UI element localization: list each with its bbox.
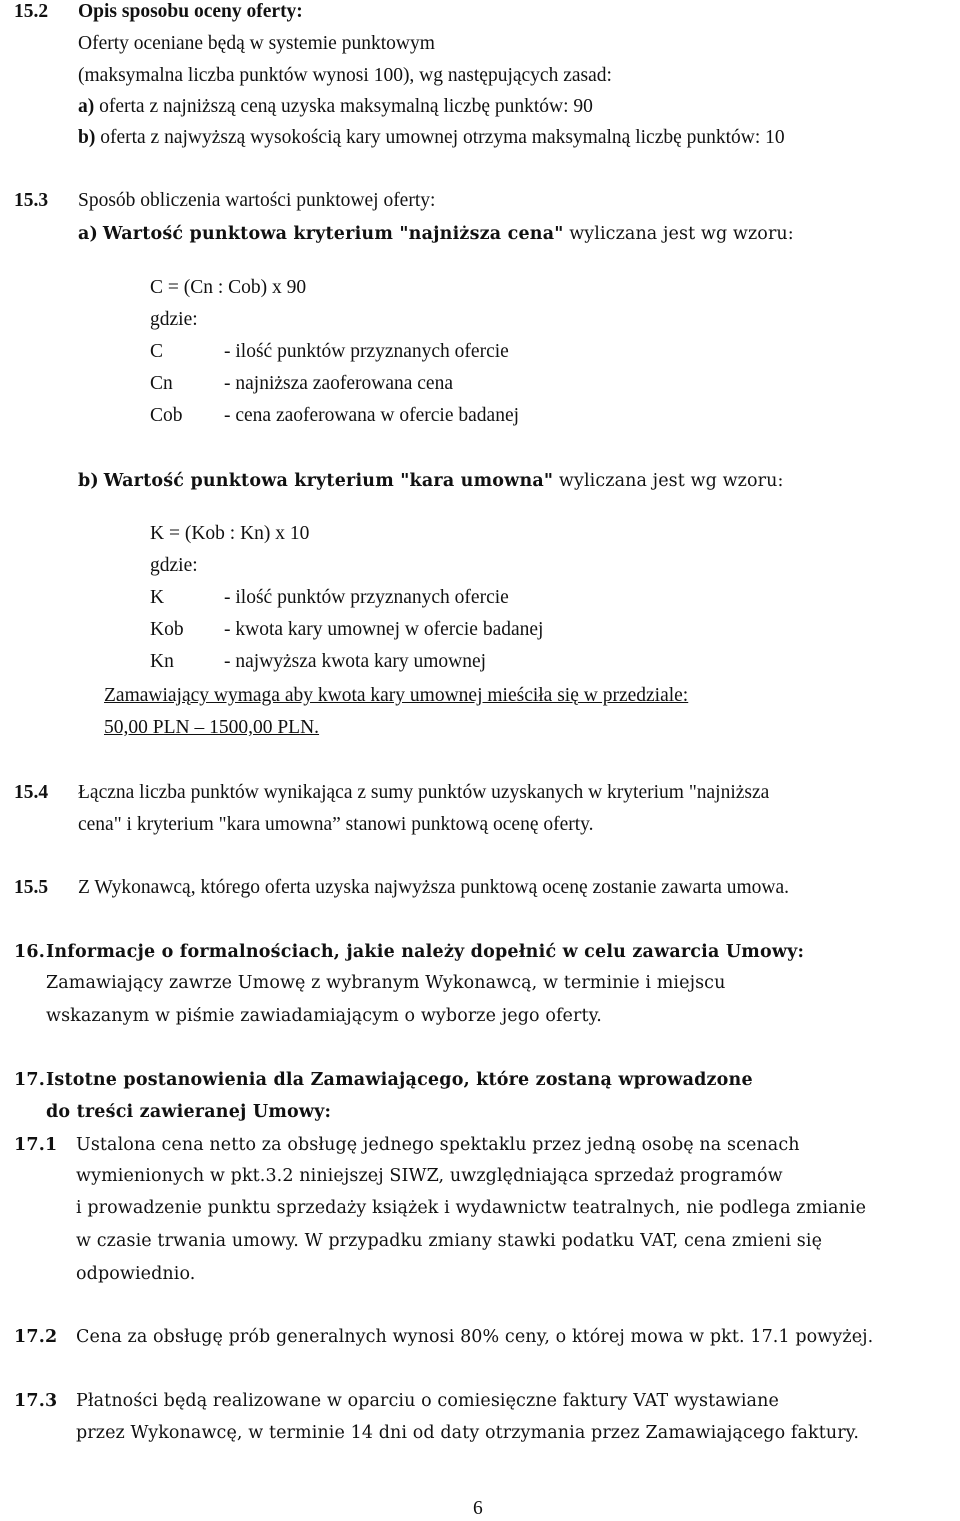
section-number-17-3: 17.3 [14, 1391, 58, 1411]
section-number-15-5: 15.5 [14, 877, 49, 898]
list-item-a [78, 95, 593, 118]
gdzie-label: gdzie: [150, 555, 198, 576]
section-number-17: 17. [14, 1070, 46, 1090]
section-number-16: 16. [14, 942, 46, 962]
formula-c: C = (Cn : Cob) x 90 [150, 277, 307, 298]
def-symbol: C [150, 341, 164, 362]
section-title-15-3: Sposób obliczenia wartości punktowej oferty: [78, 190, 436, 211]
range-values: 50,00 PLN – 1500,00 PLN. [104, 717, 320, 738]
list-text: oferta z najwyższą wysokością kary umownej otrzyma maksymalną liczbę punktów: 10 [95, 127, 785, 148]
def-description: - ilość punktów przyznanych ofercie [224, 587, 509, 608]
section-title-15-2: Opis sposobu oceny oferty: [78, 1, 303, 22]
criterion-a-bold: Wartość punktowa kryterium "najniższa cena" [102, 224, 564, 244]
section-title-17: do treści zawieranej Umowy: [46, 1102, 332, 1122]
paragraph-line: i prowadzenie punktu sprzedaży książek i wydawnictw teatralnych, nie podlega zmianie [76, 1198, 867, 1218]
paragraph-line: Z Wykonawcą, którego oferta uzyska najwyższa punktową ocenę zostanie zawarta umowa. [78, 877, 790, 898]
paragraph-line: Oferty oceniane będą w systemie punktowym [78, 33, 435, 54]
paragraph-line: Łączna liczba punktów wynikająca z sumy punktów uzyskanych w kryterium "najniższa [78, 782, 770, 803]
section-number-15-3: 15.3 [14, 190, 49, 211]
criterion-a-heading [78, 222, 794, 245]
def-symbol: Kob [150, 619, 184, 640]
def-symbol: Cob [150, 405, 183, 426]
list-prefix: b) [78, 127, 96, 148]
criterion-b-rest: wyliczana jest wg wzoru: [553, 471, 784, 491]
def-description: - kwota kary umownej w ofercie badanej [224, 619, 544, 640]
list-text: oferta z najniższą ceną uzyska maksymalną liczbę punktów: 90 [94, 96, 593, 117]
list-prefix: b) [78, 471, 99, 491]
section-number-15-2: 15.2 [14, 1, 49, 22]
def-symbol: Cn [150, 373, 173, 394]
paragraph-line: Ustalona cena netto za obsługę jednego spektaklu przez jedną osobę na scenach [76, 1135, 800, 1155]
criterion-a-rest: wyliczana jest wg wzoru: [563, 224, 794, 244]
paragraph-line: cena" i kryterium "kara umowna” stanowi punktową ocenę oferty. [78, 814, 594, 835]
section-number-17-1: 17.1 [14, 1135, 58, 1155]
paragraph-line: Cena za obsługę prób generalnych wynosi 80% ceny, o której mowa w pkt. 17.1 powyżej. [76, 1327, 874, 1347]
def-symbol: Kn [150, 651, 174, 672]
paragraph-line: wymienionych w pkt.3.2 niniejszej SIWZ, uwzględniająca sprzedaż programów [76, 1166, 783, 1186]
list-item-b [78, 126, 785, 149]
range-requirement: Zamawiający wymaga aby kwota kary umownej mieściła się w przedziale: [104, 685, 689, 706]
def-description: - cena zaoferowana w ofercie badanej [224, 405, 520, 426]
paragraph-line: Zamawiający zawrze Umowę z wybranym Wykonawcą, w terminie i miejscu [46, 973, 726, 993]
list-prefix: a) [78, 224, 99, 244]
def-description: - najniższa zaoferowana cena [224, 373, 453, 394]
section-title-17: Istotne postanowienia dla Zamawiającego, które zostaną wprowadzone [46, 1070, 753, 1090]
page-number: 6 [473, 1498, 483, 1519]
section-number-17-2: 17.2 [14, 1327, 58, 1347]
section-title-16: Informacje o formalnościach, jakie należy dopełnić w celu zawarcia Umowy: [46, 942, 805, 962]
paragraph-line: odpowiednio. [76, 1264, 196, 1284]
paragraph-line: w czasie trwania umowy. W przypadku zmiany stawki podatku VAT, cena zmieni się [76, 1231, 823, 1251]
paragraph-line: Płatności będą realizowane w oparciu o comiesięczne faktury VAT wystawiane [76, 1391, 779, 1411]
gdzie-label: gdzie: [150, 309, 198, 330]
list-prefix: a) [78, 96, 95, 117]
criterion-b-heading [78, 469, 783, 492]
def-description: - ilość punktów przyznanych ofercie [224, 341, 509, 362]
def-description: - najwyższa kwota kary umownej [224, 651, 487, 672]
paragraph-line: (maksymalna liczba punktów wynosi 100), wg następujących zasad: [78, 65, 612, 86]
def-symbol: K [150, 587, 165, 608]
paragraph-line: przez Wykonawcę, w terminie 14 dni od daty otrzymania przez Zamawiającego faktury. [76, 1423, 859, 1443]
formula-k: K = (Kob : Kn) x 10 [150, 523, 310, 544]
criterion-b-bold: Wartość punktowa kryterium "kara umowna" [103, 471, 554, 491]
paragraph-line: wskazanym w piśmie zawiadamiającym o wyborze jego oferty. [46, 1006, 602, 1026]
section-number-15-4: 15.4 [14, 782, 49, 803]
